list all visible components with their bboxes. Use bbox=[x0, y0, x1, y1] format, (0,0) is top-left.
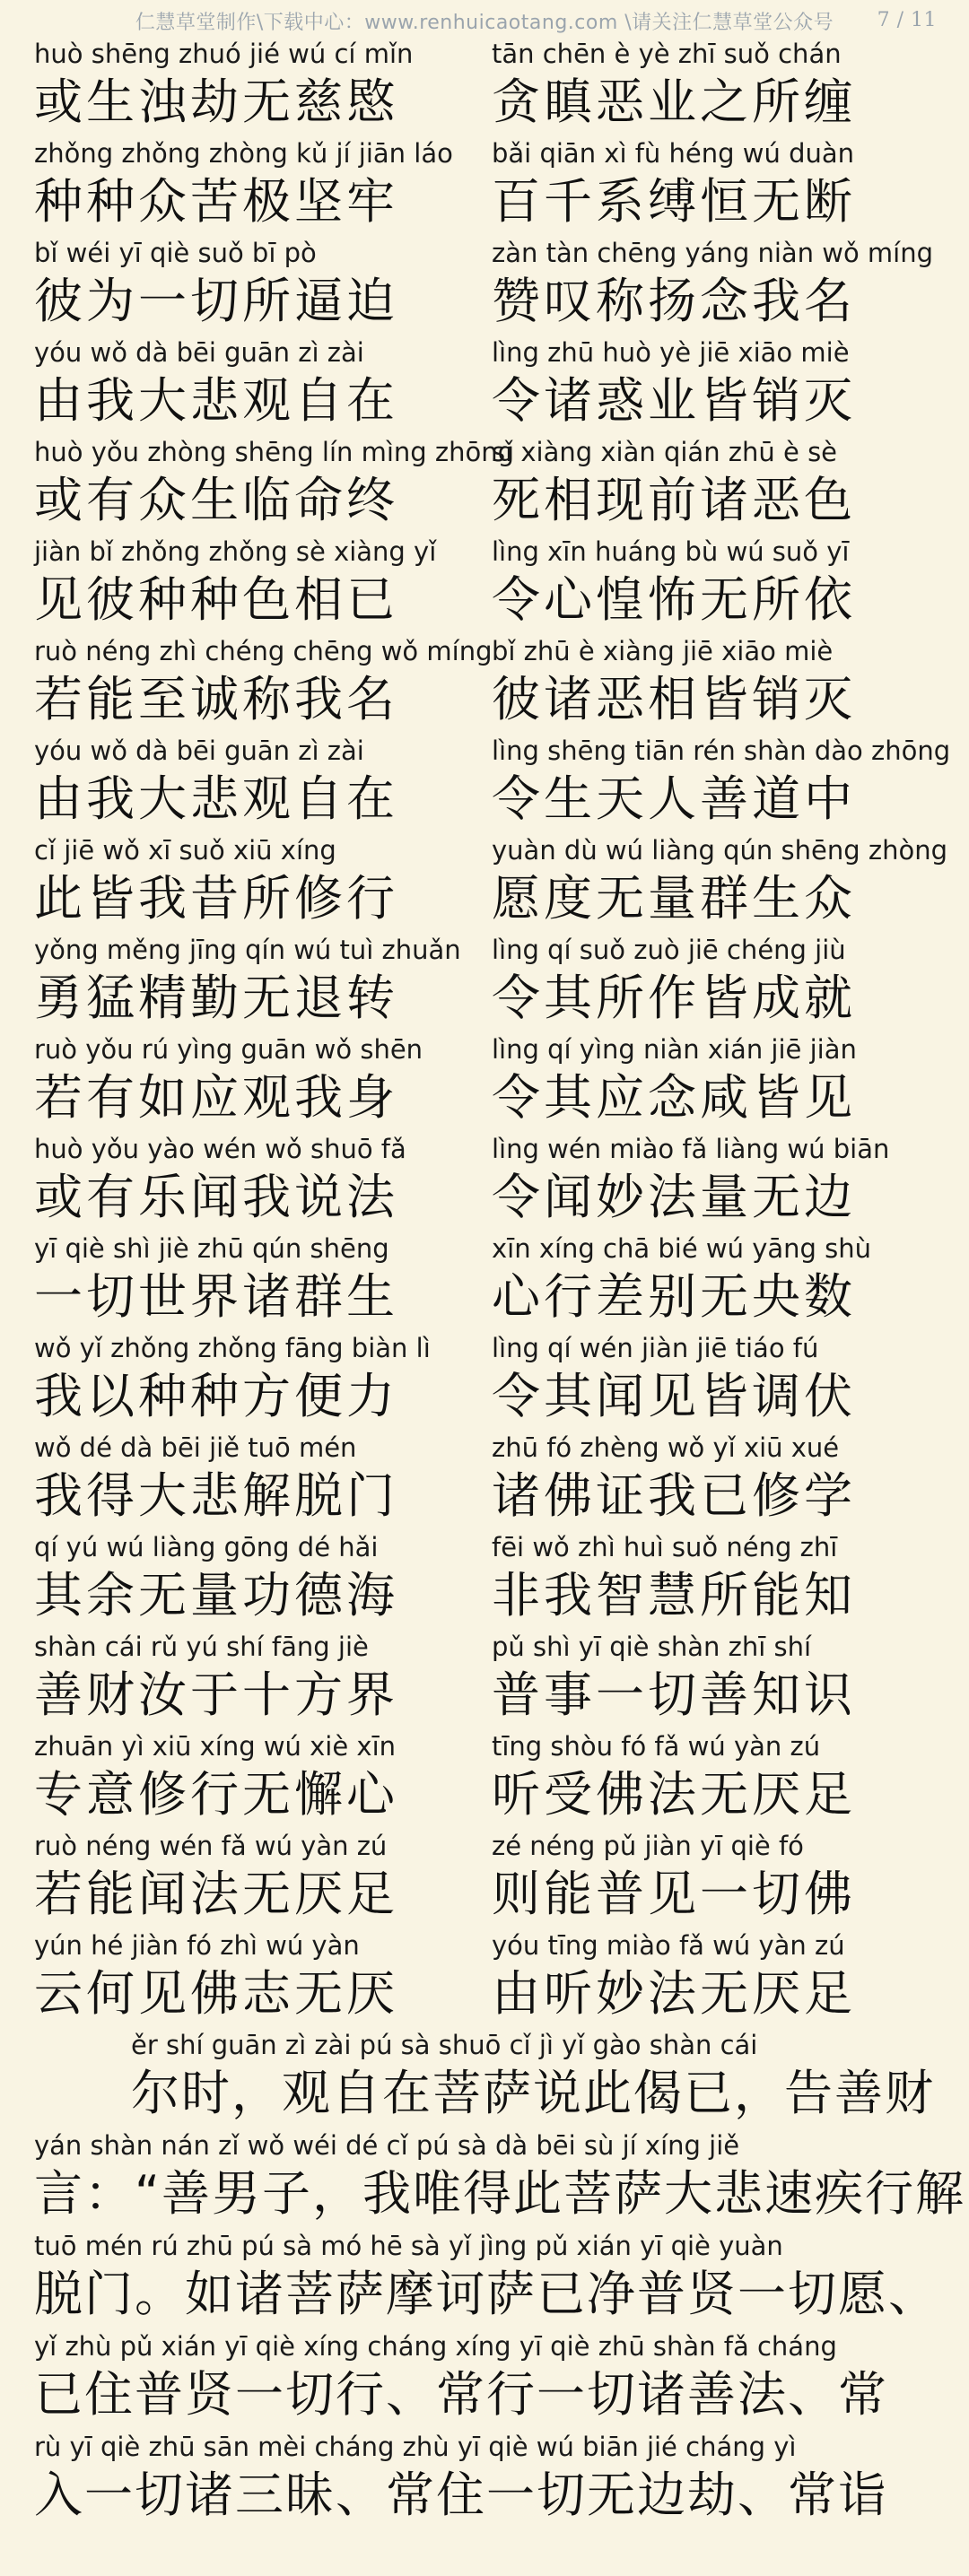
pinyin-text: zé néng pǔ jiàn yī qiè fó bbox=[492, 1831, 804, 1861]
pinyin-text: yóu wǒ dà bēi guān zì zài bbox=[34, 735, 364, 766]
pinyin-text: tuō mén rú zhū pú sà mó hē sà yǐ jìng pǔ xián yī qiè yuàn bbox=[34, 2231, 783, 2261]
pinyin-text: lìng qí wén jiàn jiē tiáo fú bbox=[492, 1333, 819, 1363]
prose-block bbox=[34, 2025, 965, 2528]
hanzi-text: 彼为一切所逼迫 bbox=[34, 273, 398, 329]
prose-line bbox=[34, 2025, 940, 2126]
hanzi-text: 令生天人善道中 bbox=[492, 770, 856, 827]
verse-line-right bbox=[492, 1527, 949, 1627]
hanzi-text: 心行差别无央数 bbox=[492, 1268, 856, 1325]
verse-line-right bbox=[492, 134, 949, 233]
pinyin-text: zhū fó zhèng wǒ yǐ xiū xué bbox=[492, 1432, 840, 1463]
pinyin-text: yóu tīng miào fǎ wú yàn zú bbox=[492, 1930, 845, 1961]
hanzi-text: 令其闻见皆调伏 bbox=[492, 1368, 856, 1424]
hanzi-text: 或生浊劫无慈愍 bbox=[34, 74, 398, 130]
hanzi-text: 令其应念咸皆见 bbox=[492, 1069, 856, 1126]
pinyin-text: ruò yǒu rú yìng guān wǒ shēn bbox=[34, 1034, 423, 1065]
pinyin-text: tīng shòu fó fǎ wú yàn zú bbox=[492, 1731, 821, 1762]
verse-line-right bbox=[492, 1129, 949, 1229]
pinyin-text: tān chēn è yè zhī suǒ chán bbox=[492, 39, 842, 69]
verse-line-left bbox=[34, 1030, 492, 1129]
hanzi-text: 赞叹称扬念我名 bbox=[492, 273, 856, 329]
pinyin-text: lìng xīn huáng bù wú suǒ yī bbox=[492, 536, 850, 567]
pinyin-text: lìng shēng tiān rén shàn dào zhōng bbox=[492, 735, 951, 766]
pinyin-text: bǐ wéi yī qiè suǒ bī pò bbox=[34, 238, 317, 268]
verse-line-left bbox=[34, 532, 492, 631]
hanzi-text: 我得大悲解脱门 bbox=[34, 1467, 398, 1524]
verse-line-right bbox=[492, 1727, 949, 1826]
verse-line-right bbox=[492, 1328, 949, 1428]
hanzi-text: 尔时，观自在菩萨说此偈已，告善财 bbox=[131, 2065, 935, 2121]
verse-line-right bbox=[492, 731, 949, 831]
prose-line bbox=[34, 2427, 940, 2528]
pinyin-text: wǒ dé dà bēi jiě tuō mén bbox=[34, 1432, 357, 1463]
hanzi-text: 入一切诸三昧、常住一切无边劫、常诣 bbox=[34, 2467, 888, 2523]
hanzi-text: 死相现前诸恶色 bbox=[492, 472, 856, 528]
pinyin-text: yǐ zhù pǔ xián yī qiè xíng cháng xíng yī qiè zhū shàn fǎ cháng bbox=[34, 2331, 837, 2362]
verse-line-left bbox=[34, 1229, 492, 1328]
page-number: 7 / 11 bbox=[877, 9, 937, 31]
hanzi-text: 云何见佛志无厌 bbox=[34, 1965, 398, 2022]
verse-line-left bbox=[34, 1826, 492, 1926]
verse-line-right bbox=[492, 1428, 949, 1527]
verse-line-left bbox=[34, 1527, 492, 1627]
pinyin-text: lìng qí suǒ zuò jiē chéng jiù bbox=[492, 935, 846, 965]
verse-line-left bbox=[34, 134, 492, 233]
pinyin-text: pǔ shì yī qiè shàn zhī shí bbox=[492, 1632, 812, 1662]
hanzi-text: 由听妙法无厌足 bbox=[492, 1965, 856, 2022]
verse-line-left bbox=[34, 34, 492, 134]
hanzi-text: 普事一切善知识 bbox=[492, 1667, 856, 1723]
hanzi-text: 听受佛法无厌足 bbox=[492, 1766, 856, 1823]
pinyin-text: lìng qí yìng niàn xián jiē jiàn bbox=[492, 1034, 857, 1065]
verse-line-left bbox=[34, 1328, 492, 1428]
pinyin-text: huò yǒu yào wén wǒ shuō fǎ bbox=[34, 1134, 406, 1164]
pinyin-text: huò yǒu zhòng shēng lín mìng zhōng bbox=[34, 437, 515, 467]
hanzi-text: 或有乐闻我说法 bbox=[34, 1169, 398, 1225]
pinyin-text: yī qiè shì jiè zhū qún shēng bbox=[34, 1233, 389, 1264]
hanzi-text: 非我智慧所能知 bbox=[492, 1567, 856, 1623]
verse-line-right bbox=[492, 532, 949, 631]
hanzi-text: 愿度无量群生众 bbox=[492, 870, 856, 927]
pinyin-text: yán shàn nán zǐ wǒ wéi dé cǐ pú sà dà bēi sù jí xíng jiě bbox=[34, 2130, 740, 2161]
verse-line-right bbox=[492, 930, 949, 1030]
hanzi-text: 善财汝于十方界 bbox=[34, 1667, 398, 1723]
hanzi-text: 此皆我昔所修行 bbox=[34, 870, 398, 927]
pinyin-text: sǐ xiàng xiàn qián zhū è sè bbox=[492, 437, 838, 467]
verse-line-left bbox=[34, 333, 492, 432]
pinyin-text: yóu wǒ dà bēi guān zì zài bbox=[34, 337, 364, 368]
pinyin-text: ruò néng wén fǎ wú yàn zú bbox=[34, 1831, 388, 1861]
pinyin-text: rù yī qiè zhū sān mèi cháng zhù yī qiè wú biān jié cháng yì bbox=[34, 2432, 797, 2462]
hanzi-text: 诸佛证我已修学 bbox=[492, 1467, 856, 1524]
hanzi-text: 由我大悲观自在 bbox=[34, 372, 398, 429]
hanzi-text: 由我大悲观自在 bbox=[34, 770, 398, 827]
hanzi-text: 则能普见一切佛 bbox=[492, 1866, 856, 1922]
pinyin-text: huò shēng zhuó jié wú cí mǐn bbox=[34, 39, 414, 69]
pinyin-text: lìng zhū huò yè jiē xiāo miè bbox=[492, 337, 850, 368]
hanzi-text: 已住普贤一切行、常行一切诸善法、常 bbox=[34, 2366, 888, 2423]
verse-line-right bbox=[492, 1030, 949, 1129]
verse-line-left bbox=[34, 233, 492, 333]
verse-line-right bbox=[492, 1826, 949, 1926]
pinyin-text: wǒ yǐ zhǒng zhǒng fāng biàn lì bbox=[34, 1333, 431, 1363]
verse-line-left bbox=[34, 1428, 492, 1527]
hanzi-text: 种种众苦极坚牢 bbox=[34, 173, 398, 230]
verse-grid bbox=[34, 34, 949, 2025]
verse-line-right bbox=[492, 333, 949, 432]
verse-line-left bbox=[34, 1926, 492, 2025]
hanzi-text: 令闻妙法量无边 bbox=[492, 1169, 856, 1225]
verse-line-right bbox=[492, 1229, 949, 1328]
verse-line-right bbox=[492, 34, 949, 134]
hanzi-text: 其余无量功德海 bbox=[34, 1567, 398, 1623]
hanzi-text: 一切世界诸群生 bbox=[34, 1268, 398, 1325]
hanzi-text: 若有如应观我身 bbox=[34, 1069, 398, 1126]
pinyin-text: ěr shí guān zì zài pú sà shuō cǐ jì yǐ gào shàn cái bbox=[131, 2030, 758, 2060]
pinyin-text: lìng wén miào fǎ liàng wú biān bbox=[492, 1134, 890, 1164]
verse-line-left bbox=[34, 631, 492, 731]
hanzi-text: 见彼种种色相已 bbox=[34, 571, 398, 628]
verse-line-left bbox=[34, 432, 515, 532]
pinyin-text: xīn xíng chā bié wú yāng shù bbox=[492, 1233, 872, 1264]
hanzi-text: 我以种种方便力 bbox=[34, 1368, 398, 1424]
pinyin-text: bǐ zhū è xiàng jiē xiāo miè bbox=[492, 636, 834, 666]
verse-line-right bbox=[492, 1926, 949, 2025]
header-text: 仁慧草堂制作\下载中心：www.renhuicaotang.com \请关注仁慧草堂公众号 bbox=[135, 11, 834, 34]
pinyin-text: zàn tàn chēng yáng niàn wǒ míng bbox=[492, 238, 934, 268]
verse-line-right bbox=[492, 432, 949, 532]
hanzi-text: 令心惶怖无所依 bbox=[492, 571, 856, 628]
hanzi-text: 令诸惑业皆销灭 bbox=[492, 372, 856, 429]
verse-line-left bbox=[34, 731, 492, 831]
verse-line-right bbox=[492, 233, 949, 333]
hanzi-text: 专意修行无懈心 bbox=[34, 1766, 398, 1823]
prose-line bbox=[34, 2226, 940, 2327]
pinyin-text: zhǒng zhǒng zhòng kǔ jí jiān láo bbox=[34, 138, 453, 169]
pinyin-text: yǒng měng jīng qín wú tuì zhuǎn bbox=[34, 935, 461, 965]
pinyin-text: zhuān yì xiū xíng wú xiè xīn bbox=[34, 1731, 397, 1762]
pinyin-text: yuàn dù wú liàng qún shēng zhòng bbox=[492, 835, 947, 866]
pinyin-text: qí yú wú liàng gōng dé hǎi bbox=[34, 1532, 379, 1562]
hanzi-text: 彼诸恶相皆销灭 bbox=[492, 671, 856, 727]
hanzi-text: 言：“善男子，我唯得此菩萨大悲速疾行解 bbox=[34, 2165, 965, 2222]
prose-line bbox=[34, 2126, 965, 2226]
hanzi-text: 脱门。如诸菩萨摩诃萨已净普贤一切愿、 bbox=[34, 2266, 938, 2322]
hanzi-text: 百千系缚恒无断 bbox=[492, 173, 856, 230]
pinyin-text: fēi wǒ zhì huì suǒ néng zhī bbox=[492, 1532, 838, 1562]
hanzi-text: 或有众生临命终 bbox=[34, 472, 398, 528]
pinyin-text: ruò néng zhì chéng chēng wǒ míng bbox=[34, 636, 493, 666]
pinyin-text: jiàn bǐ zhǒng zhǒng sè xiàng yǐ bbox=[34, 536, 437, 567]
hanzi-text: 勇猛精勤无退转 bbox=[34, 970, 398, 1026]
pinyin-text: cǐ jiē wǒ xī suǒ xiū xíng bbox=[34, 835, 336, 866]
hanzi-text: 贪瞋恶业之所缠 bbox=[492, 74, 856, 130]
verse-line-left bbox=[34, 1627, 492, 1727]
pinyin-text: yún hé jiàn fó zhì wú yàn bbox=[34, 1930, 360, 1961]
verse-line-left bbox=[34, 930, 492, 1030]
hanzi-text: 若能闻法无厌足 bbox=[34, 1866, 398, 1922]
prose-line bbox=[34, 2327, 940, 2427]
verse-line-right bbox=[492, 631, 949, 731]
hanzi-text: 若能至诚称我名 bbox=[34, 671, 398, 727]
verse-line-left bbox=[34, 831, 492, 930]
hanzi-text: 令其所作皆成就 bbox=[492, 970, 856, 1026]
verse-line-right bbox=[492, 831, 949, 930]
pinyin-text: bǎi qiān xì fù héng wú duàn bbox=[492, 138, 855, 169]
verse-line-left bbox=[34, 1129, 492, 1229]
verse-line-left bbox=[34, 1727, 492, 1826]
pinyin-text: shàn cái rǔ yú shí fāng jiè bbox=[34, 1632, 369, 1662]
verse-line-right bbox=[492, 1627, 949, 1727]
